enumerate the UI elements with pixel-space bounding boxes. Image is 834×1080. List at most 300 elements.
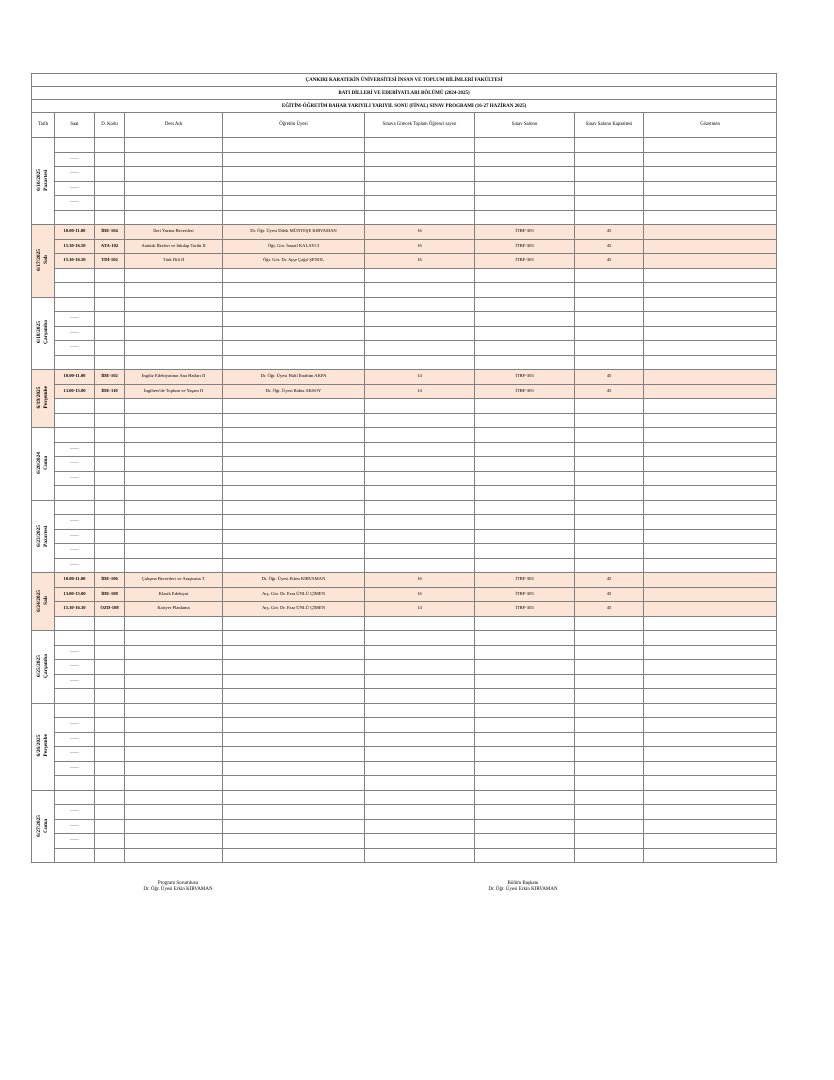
schedule-row [32, 689, 777, 704]
room-capacity: 45 [575, 573, 644, 588]
empty-cell [365, 210, 475, 225]
empty-cell [95, 834, 125, 849]
date-text: 6/27/2025 [36, 814, 43, 837]
empty-cell [95, 500, 125, 515]
empty-cell [475, 631, 575, 646]
empty-cell [575, 515, 644, 530]
student-count: 16 [365, 587, 475, 602]
program-coordinator-name: Dr. Öğr. Üyesi Erkin KIRVAMAN [143, 887, 213, 893]
course-name: Türk Dili II [125, 254, 223, 269]
empty-cell [365, 732, 475, 747]
empty-cell [125, 138, 223, 153]
time-cell: ------ [55, 529, 95, 544]
time-cell [55, 631, 95, 646]
empty-cell [223, 660, 365, 675]
schedule-row [32, 776, 777, 791]
empty-cell [644, 645, 777, 660]
empty-cell [475, 181, 575, 196]
exam-room: İTBF-303 [475, 254, 575, 269]
empty-cell [365, 703, 475, 718]
empty-cell [644, 718, 777, 733]
exam-room: İTBF-303 [475, 225, 575, 240]
schedule-row [32, 805, 777, 820]
empty-cell [125, 732, 223, 747]
empty-cell [365, 718, 475, 733]
schedule-row [32, 790, 777, 805]
empty-cell [95, 761, 125, 776]
exam-time: 15.30-16.50 [55, 254, 95, 269]
empty-cell [223, 152, 365, 167]
schedule-row [32, 239, 777, 254]
empty-cell [644, 413, 777, 428]
date-cell [32, 138, 55, 225]
empty-cell [95, 515, 125, 530]
empty-cell [365, 413, 475, 428]
empty-cell [644, 529, 777, 544]
empty-cell [223, 457, 365, 472]
schedule-row [32, 587, 777, 602]
empty-cell [475, 152, 575, 167]
instructor: Dr. Öğr. Üyesi Erkin KIRVAMAN [223, 573, 365, 588]
empty-cell [95, 732, 125, 747]
empty-cell [575, 428, 644, 443]
empty-cell [644, 805, 777, 820]
empty-cell [575, 529, 644, 544]
empty-cell [365, 558, 475, 573]
schedule-row [32, 152, 777, 167]
empty-cell [644, 703, 777, 718]
empty-cell [475, 297, 575, 312]
empty-cell [644, 790, 777, 805]
empty-cell [223, 515, 365, 530]
empty-cell [95, 529, 125, 544]
empty-cell [475, 471, 575, 486]
schedule-row [32, 529, 777, 544]
empty-cell [644, 268, 777, 283]
empty-cell [365, 805, 475, 820]
empty-cell [223, 283, 365, 298]
date-cell [32, 428, 55, 501]
course-code: OZD-108 [95, 602, 125, 617]
time-cell: ------ [55, 558, 95, 573]
schedule-row [32, 660, 777, 675]
time-cell [55, 428, 95, 443]
time-cell [55, 413, 95, 428]
empty-cell [365, 616, 475, 631]
time-cell: ------ [55, 747, 95, 762]
empty-cell [95, 776, 125, 791]
schedule-row [32, 138, 777, 153]
schedule-row [32, 312, 777, 327]
empty-cell [575, 399, 644, 414]
schedule-row [32, 370, 777, 385]
empty-cell [125, 529, 223, 544]
empty-cell [644, 776, 777, 791]
empty-cell [575, 660, 644, 675]
empty-cell [365, 312, 475, 327]
empty-cell [644, 152, 777, 167]
schedule-row [32, 631, 777, 646]
empty-cell [575, 341, 644, 356]
date-cell [32, 297, 55, 370]
empty-cell [575, 558, 644, 573]
instructor: Arş. Gör. Dr. Esra ÜNLÜ ÇİMEN [223, 602, 365, 617]
empty-cell [575, 747, 644, 762]
schedule-row [32, 399, 777, 414]
date-label [36, 590, 50, 612]
time-cell: ------ [55, 471, 95, 486]
empty-cell [95, 210, 125, 225]
empty-cell [644, 674, 777, 689]
empty-cell [223, 776, 365, 791]
empty-cell [125, 341, 223, 356]
empty-cell [644, 428, 777, 443]
course-code: İDE-110 [95, 384, 125, 399]
time-cell: ------ [55, 196, 95, 211]
time-cell [55, 689, 95, 704]
empty-cell [223, 544, 365, 559]
course-name: Atatürk İlkeleri ve İnkılap Tarihi II [125, 239, 223, 254]
empty-cell [575, 848, 644, 863]
time-cell: ------ [55, 167, 95, 182]
empty-cell [125, 167, 223, 182]
time-cell: ------ [55, 761, 95, 776]
empty-cell [365, 341, 475, 356]
empty-cell [365, 428, 475, 443]
header-time: Saat [55, 113, 95, 138]
time-cell: ------ [55, 341, 95, 356]
empty-cell [95, 297, 125, 312]
time-cell: ------ [55, 152, 95, 167]
empty-cell [475, 268, 575, 283]
empty-cell [575, 761, 644, 776]
empty-cell [223, 413, 365, 428]
department-title: BATI DİLLERİ VE EDEBİYATLARI BÖLÜMÜ (2024-2025) [32, 87, 777, 100]
schedule-row [32, 732, 777, 747]
schedule-row [32, 558, 777, 573]
header-capacity: Sınav Salonu Kapasitesi [575, 113, 644, 138]
course-code: İDE-106 [95, 573, 125, 588]
empty-cell [475, 544, 575, 559]
empty-cell [125, 819, 223, 834]
proctor-cell [644, 239, 777, 254]
schedule-row [32, 326, 777, 341]
student-count: 16 [365, 573, 475, 588]
empty-cell [125, 486, 223, 501]
exam-room: İTBF-303 [475, 370, 575, 385]
header-room: Sınav Salonu [475, 113, 575, 138]
empty-cell [575, 457, 644, 472]
course-code: İDE-102 [95, 370, 125, 385]
course-name: İleri Yazma Becerileri [125, 225, 223, 240]
empty-cell [644, 660, 777, 675]
empty-cell [644, 312, 777, 327]
empty-cell [475, 616, 575, 631]
empty-cell [223, 355, 365, 370]
empty-cell [644, 471, 777, 486]
empty-cell [644, 486, 777, 501]
empty-cell [223, 138, 365, 153]
program-coordinator-signature [98, 881, 258, 894]
date-label [36, 320, 50, 344]
schedule-row [32, 486, 777, 501]
schedule-row [32, 703, 777, 718]
time-cell [55, 297, 95, 312]
room-capacity: 45 [575, 384, 644, 399]
time-cell [55, 616, 95, 631]
exam-time: 13.00-15.00 [55, 587, 95, 602]
empty-cell [475, 660, 575, 675]
date-text: 6/20/2024 [36, 452, 43, 474]
schedule-row [32, 848, 777, 863]
date-cell [32, 370, 55, 428]
empty-cell [644, 819, 777, 834]
empty-cell [644, 732, 777, 747]
empty-cell [95, 442, 125, 457]
department-head-name: Dr. Öğr. Üyesi Erkin KIRVAMAN [488, 887, 558, 893]
empty-cell [223, 834, 365, 849]
department-head-role: Bölüm Başkanı [507, 881, 539, 886]
exam-schedule-page [31, 73, 776, 863]
empty-cell [125, 428, 223, 443]
empty-cell [575, 152, 644, 167]
weekday-text: Cuma [43, 455, 49, 470]
empty-cell [475, 747, 575, 762]
empty-cell [365, 747, 475, 762]
empty-cell [125, 776, 223, 791]
exam-room: İTBF-303 [475, 573, 575, 588]
date-cell [32, 703, 55, 790]
schedule-row [32, 283, 777, 298]
empty-cell [125, 500, 223, 515]
empty-cell [575, 645, 644, 660]
empty-cell [125, 181, 223, 196]
proctor-cell [644, 370, 777, 385]
empty-cell [644, 544, 777, 559]
empty-cell [223, 442, 365, 457]
empty-cell [125, 413, 223, 428]
empty-cell [223, 268, 365, 283]
empty-cell [575, 718, 644, 733]
empty-cell [365, 500, 475, 515]
header-row [32, 113, 777, 138]
header-course: Ders Adı [125, 113, 223, 138]
empty-cell [644, 399, 777, 414]
empty-cell [95, 718, 125, 733]
empty-cell [475, 341, 575, 356]
schedule-row [32, 573, 777, 588]
empty-cell [575, 181, 644, 196]
instructor: Öğr. Gör. İsmail KALAYCI [223, 239, 365, 254]
empty-cell [365, 529, 475, 544]
time-cell: ------ [55, 819, 95, 834]
empty-cell [575, 732, 644, 747]
header-students: Sınava Girecek Toplam Öğrenci sayısı [365, 113, 475, 138]
empty-cell [475, 355, 575, 370]
empty-cell [575, 413, 644, 428]
empty-cell [95, 341, 125, 356]
weekday-text: Perşembe [43, 386, 49, 409]
empty-cell [223, 297, 365, 312]
date-label [36, 386, 50, 408]
date-text: 6/25/2025 [36, 655, 43, 677]
empty-cell [575, 486, 644, 501]
empty-cell [223, 558, 365, 573]
instructor: Öğr. Gör. Dr. Ayşe Çağıl ŞENOL [223, 254, 365, 269]
time-cell [55, 210, 95, 225]
empty-cell [575, 834, 644, 849]
empty-cell [575, 167, 644, 182]
empty-cell [644, 138, 777, 153]
empty-cell [125, 674, 223, 689]
empty-cell [475, 210, 575, 225]
empty-cell [365, 355, 475, 370]
empty-cell [575, 689, 644, 704]
schedule-row [32, 471, 777, 486]
empty-cell [223, 399, 365, 414]
empty-cell [223, 631, 365, 646]
date-cell [32, 790, 55, 863]
empty-cell [365, 283, 475, 298]
empty-cell [125, 848, 223, 863]
time-cell: ------ [55, 674, 95, 689]
empty-cell [223, 486, 365, 501]
empty-cell [575, 355, 644, 370]
empty-cell [644, 515, 777, 530]
empty-cell [475, 689, 575, 704]
empty-cell [125, 312, 223, 327]
date-text: 6/17/2025 [36, 249, 43, 271]
empty-cell [223, 196, 365, 211]
empty-cell [365, 689, 475, 704]
course-name: Çalışma Becerileri ve Araştırma T. [125, 573, 223, 588]
time-cell [55, 848, 95, 863]
time-cell: ------ [55, 718, 95, 733]
course-code: İDE-108 [95, 587, 125, 602]
empty-cell [125, 616, 223, 631]
empty-cell [125, 326, 223, 341]
empty-cell [223, 819, 365, 834]
schedule-row [32, 442, 777, 457]
program-coordinator-role: Program Sorumlusu [157, 881, 199, 886]
date-text: 6/16/2025 [36, 169, 43, 192]
schedule-row [32, 428, 777, 443]
time-cell: ------ [55, 515, 95, 530]
empty-cell [95, 152, 125, 167]
empty-cell [95, 399, 125, 414]
empty-cell [125, 297, 223, 312]
empty-cell [223, 181, 365, 196]
empty-cell [125, 558, 223, 573]
empty-cell [125, 544, 223, 559]
empty-cell [95, 196, 125, 211]
empty-cell [95, 616, 125, 631]
weekday-text: Çarşamba [43, 320, 49, 345]
empty-cell [95, 703, 125, 718]
schedule-row [32, 167, 777, 182]
empty-cell [223, 500, 365, 515]
course-name: İngiliz Edebiyatının Ana Hatları II [125, 370, 223, 385]
empty-cell [95, 138, 125, 153]
empty-cell [95, 645, 125, 660]
room-capacity: 45 [575, 239, 644, 254]
empty-cell [575, 631, 644, 646]
header-proctor: Gözetmen [644, 113, 777, 138]
time-cell [55, 283, 95, 298]
empty-cell [95, 428, 125, 443]
empty-cell [95, 312, 125, 327]
empty-cell [644, 297, 777, 312]
empty-cell [644, 558, 777, 573]
schedule-row [32, 819, 777, 834]
exam-room: İTBF-303 [475, 602, 575, 617]
empty-cell [125, 515, 223, 530]
empty-cell [95, 181, 125, 196]
empty-cell [575, 616, 644, 631]
schedule-row [32, 196, 777, 211]
time-cell: ------ [55, 805, 95, 820]
empty-cell [223, 341, 365, 356]
empty-cell [365, 790, 475, 805]
schedule-row [32, 457, 777, 472]
empty-cell [475, 645, 575, 660]
course-name: Klasik Edebiyat [125, 587, 223, 602]
exam-time: 10.00-11.00 [55, 225, 95, 240]
empty-cell [95, 631, 125, 646]
empty-cell [475, 428, 575, 443]
empty-cell [365, 442, 475, 457]
empty-cell [95, 747, 125, 762]
empty-cell [125, 645, 223, 660]
schedule-row [32, 718, 777, 733]
empty-cell [475, 761, 575, 776]
time-cell: ------ [55, 732, 95, 747]
empty-cell [95, 805, 125, 820]
time-cell: ------ [55, 326, 95, 341]
date-text: 6/26/2025 [36, 734, 43, 757]
empty-cell [223, 428, 365, 443]
date-text: 6/18/2025 [36, 321, 43, 344]
room-capacity: 45 [575, 602, 644, 617]
empty-cell [125, 399, 223, 414]
schedule-row [32, 355, 777, 370]
empty-cell [125, 660, 223, 675]
header-date: Tarih [32, 113, 55, 138]
empty-cell [365, 138, 475, 153]
empty-cell [575, 326, 644, 341]
empty-cell [223, 210, 365, 225]
schedule-row [32, 297, 777, 312]
empty-cell [575, 805, 644, 820]
empty-cell [365, 544, 475, 559]
course-code: TDİ-102 [95, 254, 125, 269]
empty-cell [125, 457, 223, 472]
empty-cell [95, 413, 125, 428]
empty-cell [125, 442, 223, 457]
empty-cell [95, 471, 125, 486]
weekday-text: Cuma [43, 818, 49, 833]
empty-cell [365, 631, 475, 646]
empty-cell [575, 210, 644, 225]
empty-cell [475, 167, 575, 182]
time-cell [55, 355, 95, 370]
empty-cell [223, 805, 365, 820]
empty-cell [223, 761, 365, 776]
schedule-row [32, 500, 777, 515]
schedule-row [32, 645, 777, 660]
empty-cell [644, 761, 777, 776]
schedule-row [32, 225, 777, 240]
